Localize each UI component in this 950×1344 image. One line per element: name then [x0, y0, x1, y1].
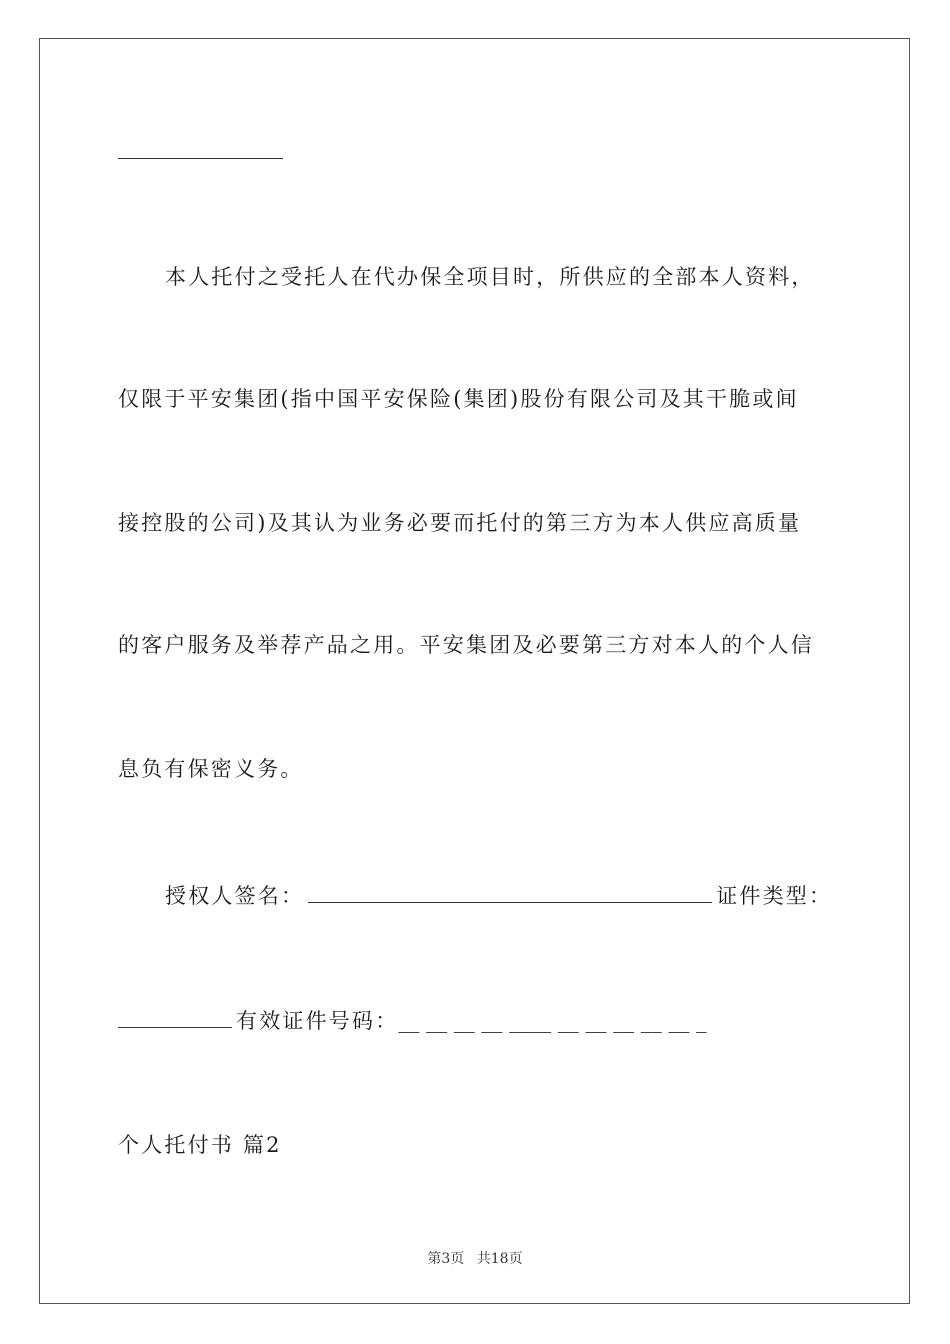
page-border [39, 38, 910, 1304]
paragraph-line-1: 本人托付之受托人在代办保全项目时，所供应的全部本人资料， [165, 265, 815, 289]
id-type-blank[interactable] [118, 1005, 232, 1028]
paragraph-line-4: 的客户服务及举荐产品之用。平安集团及必要第三方对本人的个人信 [118, 633, 814, 657]
signature-blank[interactable] [308, 880, 712, 903]
id-number-blanks[interactable]: __ __ __ __ ____ __ __ __ __ __ _ [398, 1009, 707, 1033]
signature-line [165, 880, 832, 911]
top-rule [118, 158, 283, 159]
paragraph-line-2: 仅限于平安集团(指中国平安保险(集团)股份有限公司及其干脆或间 [118, 387, 799, 411]
page-footer [0, 1248, 950, 1268]
id-number-line [118, 1005, 707, 1036]
paragraph-line-3: 接控股的公司)及其认为业务必要而托付的第三方为本人供应高质量 [118, 511, 802, 535]
paragraph-line-5: 息负有保密义务。 [118, 757, 304, 781]
section-heading: 个人托付书 篇2 [118, 1133, 282, 1157]
id-type-label: 证件类型： [716, 884, 833, 908]
page-current: 第3页 [427, 1251, 465, 1267]
page-total: 共18页 [476, 1251, 523, 1267]
signature-label: 授权人签名： [165, 884, 305, 908]
id-number-label: 有效证件号码： [236, 1009, 399, 1033]
